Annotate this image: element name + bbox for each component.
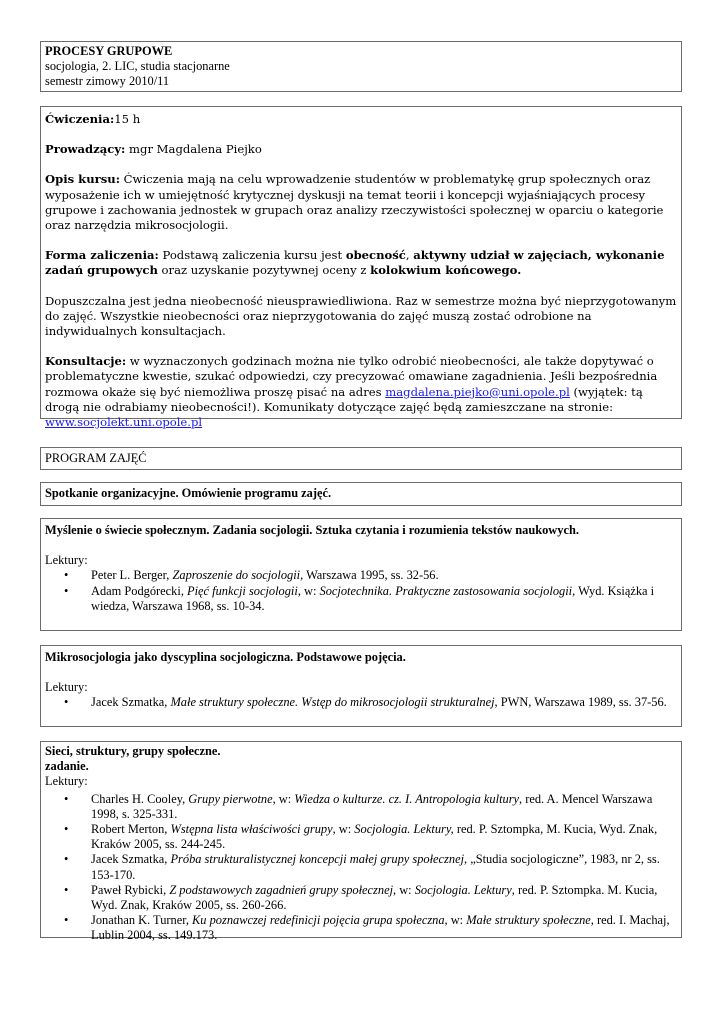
item-source: Socjologia. Lektury,	[354, 822, 454, 837]
item-details: , PWN, Warszawa 1989, ss. 37-56.	[494, 695, 667, 710]
item-title: Ku poznawczej redefinicji pojęcia grupa społeczna	[192, 913, 445, 928]
item-details: , w:	[444, 913, 467, 928]
meeting-title: Spotkanie organizacyjne. Omówienie programu zajęć.	[45, 486, 332, 500]
consultation-text-1: w wyznaczonych godzinach można nie tylko odrobić nieobecności, ale także dopytywać o problematyczne kwestie, szukać odpowiedzi, czy precyzować omawiane zagadnienia. Jeśli bezpośrednia rozmowa okaże się być niemożliwa proszę pisać na adres	[45, 354, 658, 399]
readings-list-3	[45, 792, 677, 944]
topic-box-2	[40, 645, 682, 727]
consultation-text-2: (wyjątek: tą drogą nie odrabiamy nieobecności!). Komunikaty dotyczące zajęć będą zamieszczane na stronie:	[45, 384, 643, 414]
item-publisher: , red. A. Mencel Warszawa 1998, s. 325-331.	[91, 791, 653, 821]
topic-title-3: Sieci, struktury, grupy społeczne.	[45, 744, 221, 758]
item-source: Wiedza o kulturze. cz. I. Antropologia kultury	[294, 791, 520, 806]
hours-label: Ćwiczenia:	[45, 112, 115, 126]
item-publisher: red. P. Sztompka, M. Kucia, Wyd. Znak, Kraków 2005, ss. 244-245.	[91, 822, 658, 852]
bullet-icon: •	[64, 882, 69, 897]
bullet-icon: •	[64, 695, 69, 710]
item-publisher: , red. P. Sztompka. M. Kucia, Wyd. Znak, Kraków 2005, ss. 260-266.	[91, 882, 658, 913]
item-source: Małe struktury społeczne,	[466, 913, 594, 928]
item-publisher: red. I. Machaj, Lublin 2004, ss. 149.173.	[91, 913, 670, 943]
item-author: Paweł Rybicki,	[91, 882, 170, 897]
list-item	[45, 883, 677, 913]
list-item	[45, 792, 677, 822]
item-title: Próba strukturalistycznej koncepcji małej grupy społecznej	[170, 852, 465, 867]
item-title: Małe struktury społeczne. Wstęp do mikrosocjologii strukturalnej	[170, 695, 495, 710]
website-link[interactable]: www.socjolekt.uni.opole.pl	[45, 415, 203, 430]
item-author: Robert Merton,	[91, 822, 171, 837]
description-text: Ćwiczenia mają na celu wprowadzenie studentów w problematykę grup społecznych oraz wyposażenie ich w umiejętność krytycznej dyskusji na temat teorii i koncepcji wyjaśniających procesy grupowe i zachowania jednostek w grupach oraz analizy rzeczywistości społecznej w oparciu o kategorie oraz narzędzia mikrosocjologii.	[45, 172, 664, 233]
list-item	[45, 852, 677, 882]
bullet-icon: •	[64, 583, 69, 598]
course-program: socjologia, 2. LIC, studia stacjonarne	[45, 59, 230, 74]
item-author: Jacek Szmatka,	[91, 852, 171, 867]
hours-line	[45, 112, 677, 127]
readings-label: Lektury:	[45, 553, 88, 568]
course-info-box	[40, 106, 682, 430]
topic-title-2: Mikrosocjologia jako dyscyplina socjologiczna. Podstawowe pojęcia.	[45, 650, 406, 664]
readings-list-2	[45, 695, 677, 710]
list-item	[45, 584, 677, 614]
item-author: Peter L. Berger,	[91, 568, 173, 583]
hours-value: 15 h	[114, 112, 141, 126]
item-details: , w:	[272, 791, 295, 806]
program-box	[40, 447, 682, 470]
list-item	[45, 695, 677, 710]
grading-label: Forma zaliczenia:	[45, 248, 159, 263]
item-author: Adam Podgórecki,	[91, 583, 188, 598]
item-details: , w:	[332, 822, 355, 837]
description-label: Opis kursu:	[45, 172, 120, 187]
grading-bold-1: obecność	[345, 248, 406, 263]
topic-box-1	[40, 518, 682, 631]
bullet-icon: •	[64, 791, 69, 806]
item-author: Jacek Szmatka,	[91, 695, 171, 710]
item-title: Wstępna lista właściwości grupy	[170, 822, 333, 837]
list-item	[45, 822, 677, 852]
grading-text-1: Podstawą zaliczenia kursu jest	[158, 248, 346, 263]
grading-bold-2: aktywny udział w zajęciach, wykonanie zadań grupowych	[45, 248, 665, 278]
readings-list-1	[45, 568, 677, 614]
list-item	[45, 913, 677, 943]
item-details: , w:	[297, 583, 320, 598]
item-publisher: , Wyd. Książka i wiedza, Warszawa 1968, ss. 10-34.	[91, 583, 655, 613]
item-details: , w:	[393, 882, 415, 897]
header-box	[40, 41, 682, 92]
course-title: PROCESY GRUPOWE	[45, 44, 173, 58]
bullet-icon: •	[64, 852, 69, 867]
course-semester: semestr zimowy 2010/11	[45, 74, 170, 89]
bullet-icon: •	[64, 913, 69, 928]
topic-box-3	[40, 741, 682, 943]
grading-paragraph	[45, 248, 677, 278]
program-label: PROGRAM ZAJĘĆ	[45, 451, 147, 465]
absence-paragraph: Dopuszczalna jest jedna nieobecność nieusprawiedliwiona. Raz w semestrze można być nieprzygotowanym do zajęć. Wszystkie nieobecności oraz nieprzygotowania do zajęć muszą zostać odrobione na indywidualnych konsultacjach.	[45, 293, 677, 339]
item-title: Z podstawowych zagadnień grupy społecznej	[169, 882, 394, 897]
grading-text-2: ,	[405, 248, 414, 263]
item-author: Jonathan K. Turner,	[91, 913, 193, 928]
consultation-paragraph	[45, 354, 677, 430]
item-title: Zaproszenie do socjologii	[172, 568, 301, 583]
item-title: Pięć funkcji socjologii	[187, 583, 298, 598]
instructor-line	[45, 142, 677, 157]
item-source: Socjotechnika. Praktyczne zastosowania socjologii	[319, 583, 573, 598]
item-title: Grupy pierwotne	[188, 791, 273, 806]
item-details: , „Studia socjologiczne”, 1983, nr 2, ss. 153-170.	[91, 852, 660, 882]
consultation-label: Konsultacje:	[45, 354, 127, 369]
email-link[interactable]: magdalena.piejko@uni.opole.pl	[385, 384, 570, 399]
bullet-icon: •	[64, 568, 69, 583]
topic-subtitle-3: zadanie.	[45, 759, 89, 774]
meeting-box	[40, 482, 682, 506]
item-details: , Warszawa 1995, ss. 32-56.	[300, 568, 439, 583]
bullet-icon: •	[64, 822, 69, 837]
readings-label: Lektury:	[45, 774, 88, 789]
grading-bold-3: kolokwium końcowego.	[370, 263, 522, 278]
readings-label: Lektury:	[45, 680, 88, 695]
instructor-label: Prowadzący:	[45, 142, 126, 157]
topic-title-1: Myślenie o świecie społecznym. Zadania socjologii. Sztuka czytania i rozumienia tekstów naukowych.	[45, 523, 579, 537]
instructor-value: mgr Magdalena Piejko	[125, 142, 262, 157]
grading-text-3: oraz uzyskanie pozytywnej oceny z	[157, 263, 371, 278]
list-item	[45, 568, 677, 583]
item-author: Charles H. Cooley,	[91, 791, 189, 806]
item-source: Socjologia. Lektury	[414, 882, 512, 897]
course-description	[45, 172, 677, 233]
